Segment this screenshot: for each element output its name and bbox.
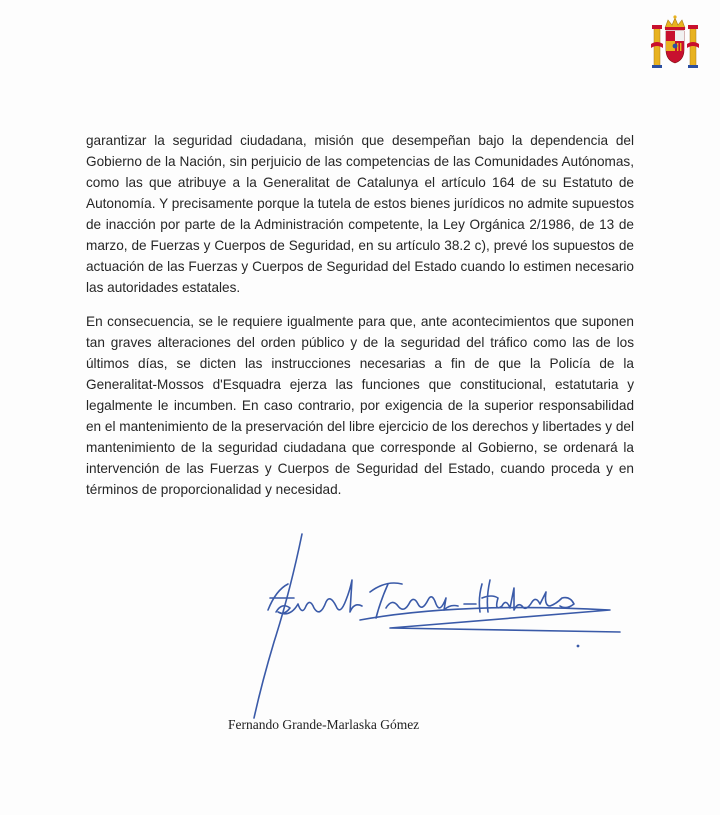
- handwritten-signature: [240, 532, 630, 732]
- signer-name: Fernando Grande-Marlaska Gómez: [228, 717, 420, 732]
- paragraph-2: En consecuencia, se le requiere igualmente para que, ante acontecimientos que suponen tan graves alteraciones del orden público y de la seguridad del tráfico como las de los últimos días, se dicten las instrucciones necesarias a fin de que la Policía de la Generalitat-Mossos d'Esquadra ejerza las funciones que constitucional, estatutaria y legalmente le incumben. En caso contrario, por exigencia de la superior responsabilidad en el mantenimiento de la preservación del libre ejercicio de los derechos y libertades y del mantenimiento de la seguridad ciudadana que corresponde al Gobierno, se ordenará la intervención de las Fuerzas y Cuerpos de Seguridad del Estado, cuando proceda y en términos de proporcionalidad y necesidad.: [86, 314, 634, 497]
- paragraph-1: garantizar la seguridad ciudadana, misión que desempeñan bajo la dependencia del Gobierno de la Nación, sin perjuicio de las competencias de las Comunidades Autónomas, como las que atribuye a la Generalitat de Catalunya el artículo 164 de su Estatuto de Autonomía. Y precisamente porque la tutela de estos bienes jurídicos no admite supuestos de inacción por parte de la Administración competente, la Ley Orgánica 2/1986, de 13 de marzo, de Fuerzas y Cuerpos de Seguridad, en su artículo 38.2 c), prevé los supuestos de actuación de las Fuerzas y Cuerpos de Seguridad del Estado cuando lo estimen necesario las autoridades estatales.: [86, 133, 634, 295]
- spain-coat-of-arms-icon: [648, 14, 702, 76]
- letter-body: [86, 130, 634, 500]
